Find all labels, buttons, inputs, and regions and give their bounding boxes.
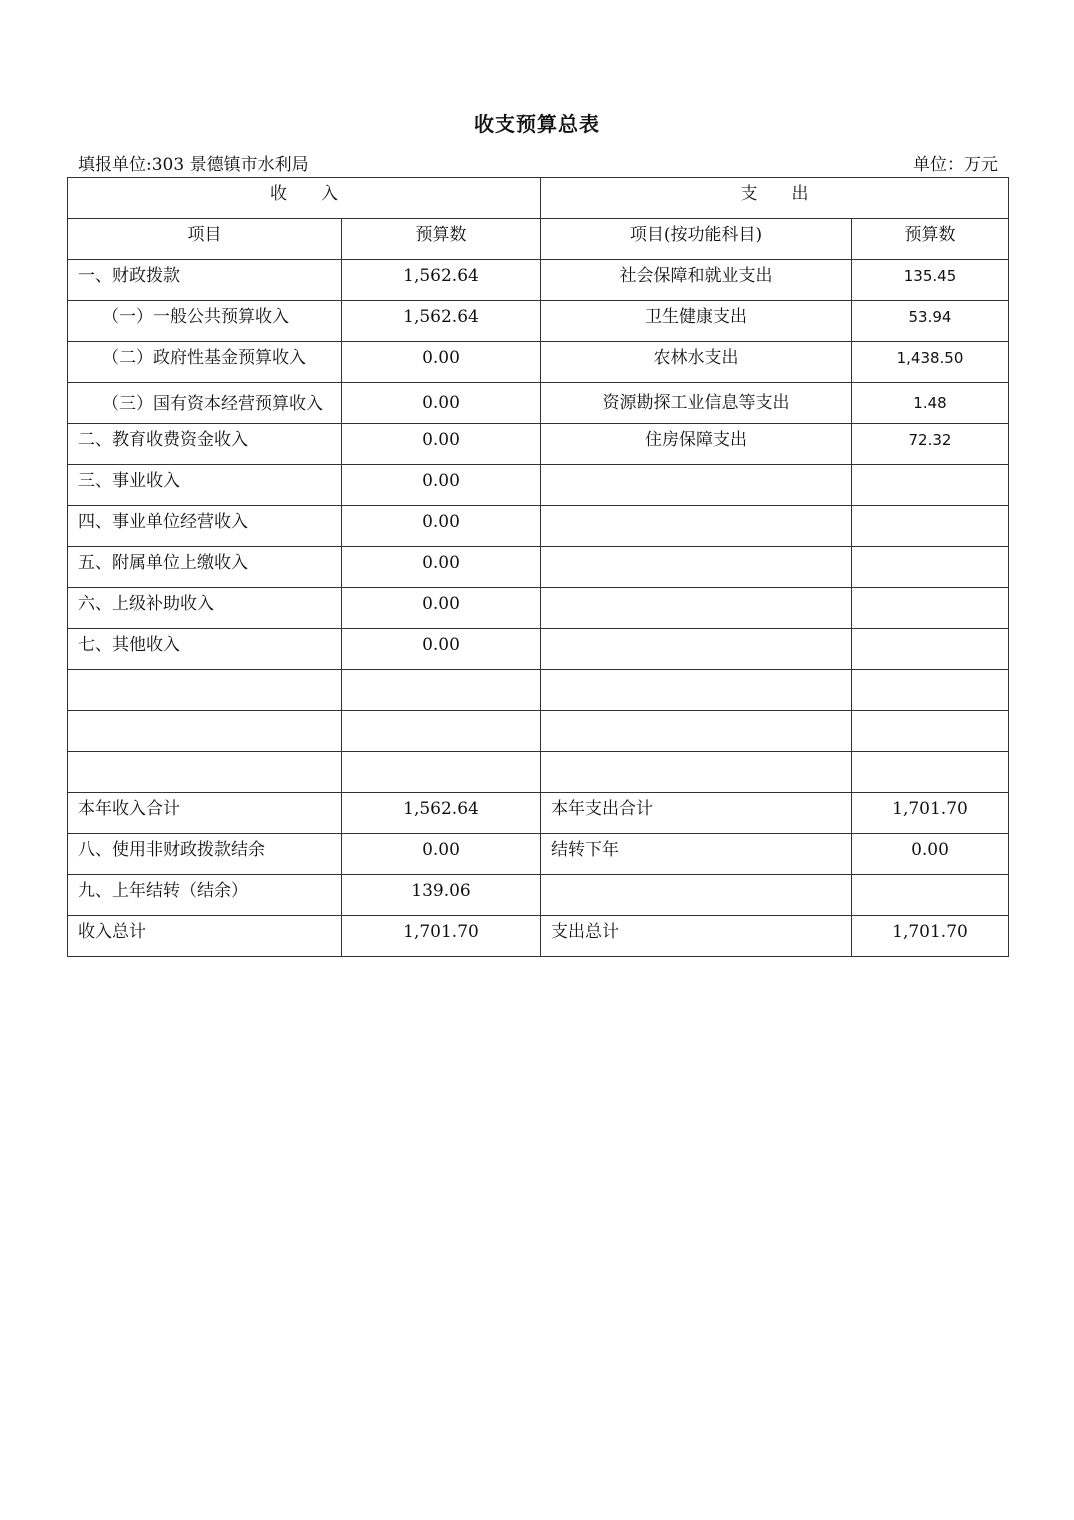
expense-item: [541, 465, 852, 506]
income-item: （二）政府性基金预算收入: [68, 342, 342, 383]
expense-amount: [852, 629, 1009, 670]
table-row: [68, 588, 1009, 629]
filler-unit: 填报单位:303 景德镇市水利局: [78, 155, 309, 175]
table-row: [68, 793, 1009, 834]
income-item: 四、事业单位经营收入: [68, 506, 342, 547]
income-amount-header: 预算数: [342, 219, 541, 260]
income-amount: [342, 752, 541, 793]
table-row: [68, 834, 1009, 875]
income-amount: 1,562.64: [342, 793, 541, 834]
income-item: [68, 670, 342, 711]
table-row: [68, 383, 1009, 424]
income-item: 六、上级补助收入: [68, 588, 342, 629]
income-amount: 1,562.64: [342, 301, 541, 342]
table-row: [68, 752, 1009, 793]
expense-amount: 72.32: [852, 424, 1009, 465]
table-row: [68, 260, 1009, 301]
income-amount: 0.00: [342, 588, 541, 629]
expense-amount: 1,701.70: [852, 793, 1009, 834]
income-item: 五、附属单位上缴收入: [68, 547, 342, 588]
expense-amount: 1.48: [852, 383, 1009, 424]
income-item-header: 项目: [68, 219, 342, 260]
expense-item: 本年支出合计: [541, 793, 852, 834]
expense-amount: 1,701.70: [852, 916, 1009, 957]
table-row: [68, 875, 1009, 916]
income-amount: 0.00: [342, 424, 541, 465]
income-item: 一、财政拨款: [68, 260, 342, 301]
expense-item: [541, 711, 852, 752]
expense-item: [541, 506, 852, 547]
income-group-header: 收 入: [68, 178, 541, 219]
income-item: （一）一般公共预算收入: [68, 301, 342, 342]
expense-amount: [852, 752, 1009, 793]
table-row: [68, 547, 1009, 588]
expense-amount: 135.45: [852, 260, 1009, 301]
expense-amount: [852, 465, 1009, 506]
budget-table: [67, 177, 1009, 957]
table-row: [68, 629, 1009, 670]
table-row: [68, 916, 1009, 957]
table-row: [68, 670, 1009, 711]
expense-item: 结转下年: [541, 834, 852, 875]
expense-amount: 1,438.50: [852, 342, 1009, 383]
table-row: [68, 301, 1009, 342]
income-amount: 0.00: [342, 342, 541, 383]
expense-item: [541, 588, 852, 629]
income-item: 二、教育收费资金收入: [68, 424, 342, 465]
income-amount: 1,562.64: [342, 260, 541, 301]
expense-group-header: 支 出: [541, 178, 1009, 219]
expense-amount: [852, 547, 1009, 588]
income-item: [68, 752, 342, 793]
expense-amount: 0.00: [852, 834, 1009, 875]
expense-item: [541, 875, 852, 916]
expense-amount: [852, 670, 1009, 711]
table-row: [68, 424, 1009, 465]
income-amount: 0.00: [342, 506, 541, 547]
income-amount: 0.00: [342, 834, 541, 875]
income-amount: 139.06: [342, 875, 541, 916]
expense-amount: 53.94: [852, 301, 1009, 342]
expense-amount: [852, 588, 1009, 629]
expense-item-header: 项目(按功能科目): [541, 219, 852, 260]
income-item: [68, 711, 342, 752]
table-row: [68, 506, 1009, 547]
expense-item: 资源勘探工业信息等支出: [541, 383, 852, 424]
expense-amount: [852, 875, 1009, 916]
column-header-row: [68, 219, 1009, 260]
expense-amount: [852, 506, 1009, 547]
expense-item: 住房保障支出: [541, 424, 852, 465]
income-amount: 1,701.70: [342, 916, 541, 957]
group-header-row: [68, 178, 1009, 219]
expense-item: [541, 547, 852, 588]
table-row: [68, 711, 1009, 752]
expense-amount: [852, 711, 1009, 752]
money-unit: 单位：万元: [913, 155, 998, 175]
income-amount: 0.00: [342, 465, 541, 506]
income-amount: [342, 711, 541, 752]
expense-item: 卫生健康支出: [541, 301, 852, 342]
income-item: 收入总计: [68, 916, 342, 957]
income-item: 八、使用非财政拨款结余: [68, 834, 342, 875]
expense-amount-header: 预算数: [852, 219, 1009, 260]
expense-item: 农林水支出: [541, 342, 852, 383]
income-item: 七、其他收入: [68, 629, 342, 670]
income-amount: 0.00: [342, 547, 541, 588]
table-row: [68, 465, 1009, 506]
income-amount: 0.00: [342, 383, 541, 424]
page-title: 收支预算总表: [474, 112, 600, 136]
income-item: （三）国有资本经营预算收入: [68, 383, 342, 424]
income-item: 本年收入合计: [68, 793, 342, 834]
income-item: 九、上年结转（结余）: [68, 875, 342, 916]
expense-item: 社会保障和就业支出: [541, 260, 852, 301]
expense-item: [541, 670, 852, 711]
table-row: [68, 342, 1009, 383]
income-amount: 0.00: [342, 629, 541, 670]
expense-item: 支出总计: [541, 916, 852, 957]
income-item: 三、事业收入: [68, 465, 342, 506]
expense-item: [541, 629, 852, 670]
income-amount: [342, 670, 541, 711]
expense-item: [541, 752, 852, 793]
